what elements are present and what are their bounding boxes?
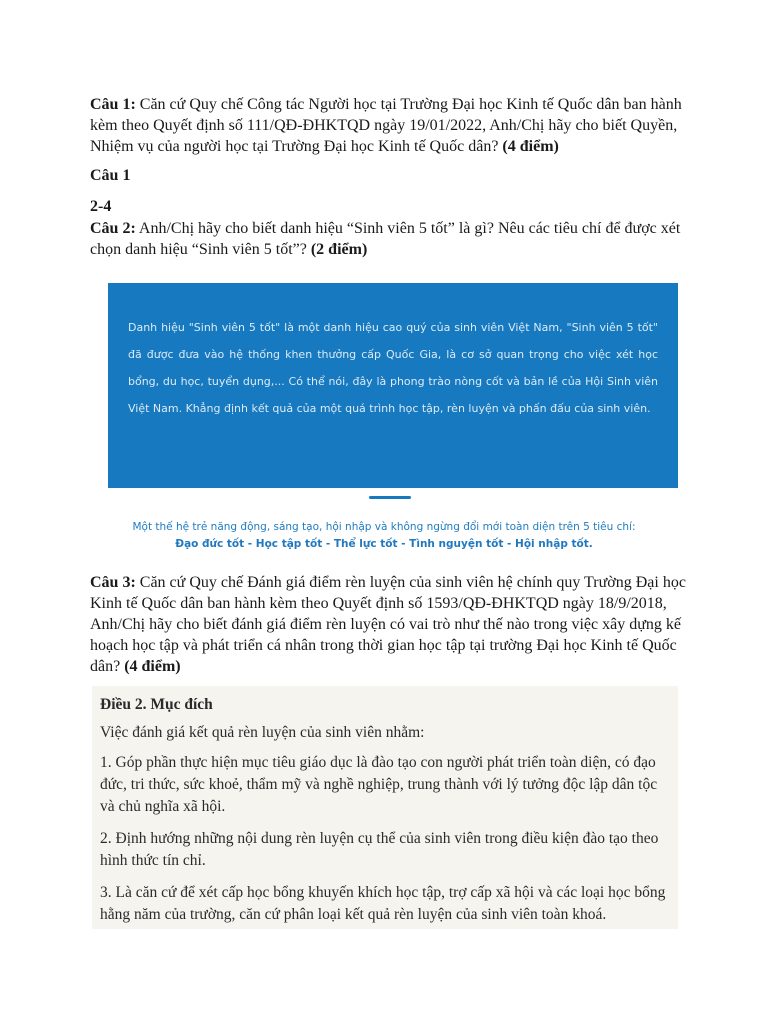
article-intro: Việc đánh giá kết quả rèn luyện của sinh viên nhằm: [100,724,425,741]
heading-cau-1: Câu 1 [90,167,131,184]
question-2-label: Câu 2: [90,220,136,237]
motto-line-1: Một thế hệ trẻ năng động, sáng tạo, hội nhập và không ngừng đổi mới toàn diện trên 5 tiêu chí: [132,521,636,533]
scanned-regulation-excerpt [92,686,678,929]
question-2-points: (2 điểm) [310,241,368,258]
sinh-vien-5-tot-banner [108,283,678,488]
question-1-points: (4 điểm) [502,138,559,155]
question-3-label: Câu 3: [90,574,136,591]
article-item-1: 1. Góp phần thực hiện mục tiêu giáo dục là đào tạo con người phát triển toàn diện, có đạo đức, tri thức, sức khoẻ, thẩm mỹ và nghề nghiệp, trung thành với lý tưởng độc lập dân tộc và chủ nghĩa xã hội. [100,754,658,815]
question-2 [90,218,690,260]
question-3-text: Căn cứ Quy chế Đánh giá điểm rèn luyện của sinh viên hệ chính quy Trường Đại học Kinh tế Quốc dân ban hành kèm theo Quyết định số 1593/QĐ-ĐHKTQD ngày 18/9/2018, Anh/Chị hãy cho biết đánh giá điểm rèn luyện có vai trò như thế nào trong việc xây dựng kế hoạch học tập và phát triển cá nhân trong thời gian học tập tại trường Đại học Kinh tế Quốc dân? [90,574,686,675]
article-item-2: 2. Định hướng những nội dung rèn luyện cụ thể của sinh viên trong điều kiện đào tạo theo hình thức tín chỉ. [100,830,659,869]
question-3 [90,572,690,677]
question-1 [90,94,690,157]
banner-underline [369,496,411,499]
article-title: Điều 2. Mục đích [100,696,213,713]
range-label: 2-4 [90,198,112,215]
article-item-3: 3. Là căn cứ để xét cấp học bổng khuyến khích học tập, trợ cấp xã hội và các loại học bổng hằng năm của trường, căn cứ phân loại kết quả rèn luyện của sinh viên toàn khoá. [100,884,666,923]
question-3-points: (4 điểm) [124,658,181,675]
question-1-label: Câu 1: [90,96,136,113]
motto-line-2: Đạo đức tốt - Học tập tốt - Thể lực tốt - Tình nguyện tốt - Hội nhập tốt. [175,538,593,550]
question-1-text: Căn cứ Quy chế Công tác Người học tại Trường Đại học Kinh tế Quốc dân ban hành kèm theo Quyết định số 111/QĐ-ĐHKTQD ngày 19/01/2022, Anh/Chị hãy cho biết Quyền, Nhiệm vụ của người học tại Trường Đại học Kinh tế Quốc dân? [90,96,682,155]
banner-text: Danh hiệu "Sinh viên 5 tốt" là một danh hiệu cao quý của sinh viên Việt Nam, "Sinh viên 5 tốt" đã được đưa vào hệ thống khen thưởng cấp Quốc Gia, là cơ sở quan trọng cho việc xét học bổng, du học, tuyển dụng,... Có thể nói, đây là phong trào nòng cốt và bản lề của Hội Sinh viên Việt Nam. Khẳng định kết quả của một quá trình học tập, rèn luyện và phấn đấu của sinh viên. [128,321,658,415]
question-2-text: Anh/Chị hãy cho biết danh hiệu “Sinh viên 5 tốt” là gì? Nêu các tiêu chí để được xét chọn danh hiệu “Sinh viên 5 tốt”? [90,220,681,258]
